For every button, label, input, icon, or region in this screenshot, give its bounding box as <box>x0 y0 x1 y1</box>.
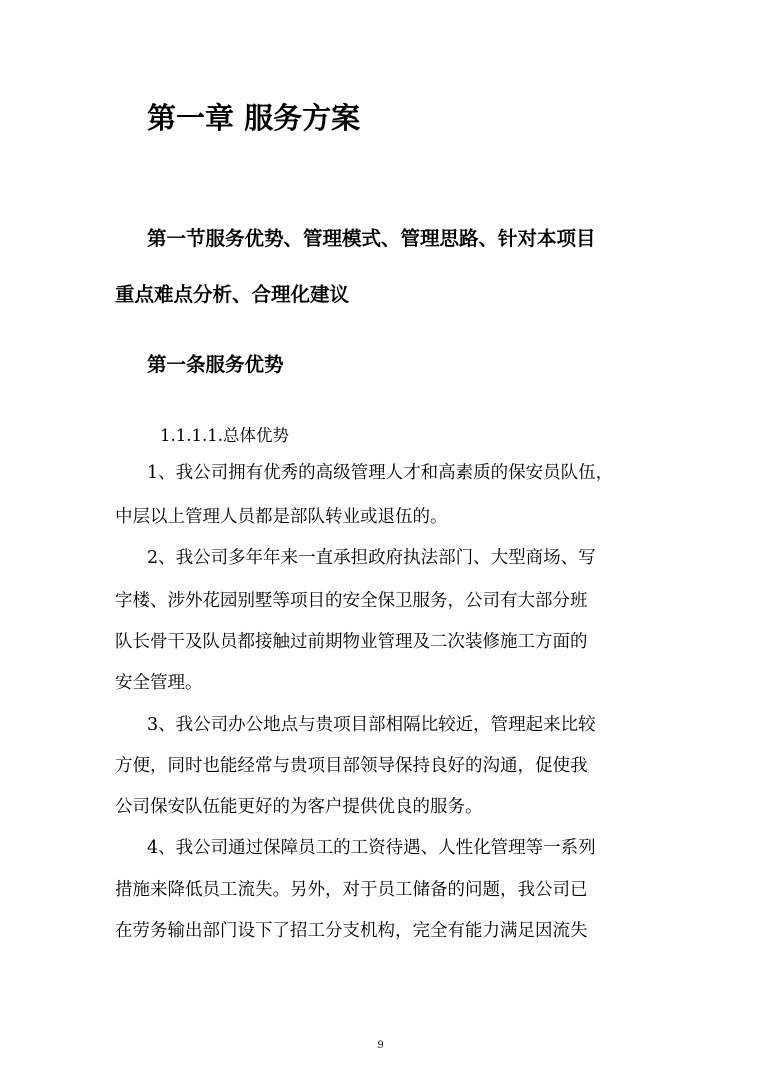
paragraph-3-line-3: 公司保安队伍能更好的为客户提供优良的服务。 <box>115 797 483 817</box>
paragraph-1-line-2: 中层以上管理人员都是部队转业或退伍的。 <box>115 507 448 527</box>
paragraph-2-line-4: 安全管理。 <box>115 673 203 693</box>
paragraph-2-line-3: 队长骨干及队员都接触过前期物业管理及二次装修施工方面的 <box>115 632 588 652</box>
paragraph-2-line-1: 2、我公司多年年来一直承担政府执法部门、大型商场、写 <box>147 548 596 568</box>
paragraph-4-line-1: 4、我公司通过保障员工的工资待遇、人性化管理等一系列 <box>147 838 596 858</box>
page-number: 9 <box>377 1040 384 1051</box>
paragraph-3-line-1: 3、我公司办公地点与贵项目部相隔比较近，管理起来比较 <box>147 715 596 735</box>
subsection-title: 1.1.1.1.总体优势 <box>160 426 289 445</box>
chapter-title: 第一章 服务方案 <box>147 101 361 135</box>
paragraph-4-line-3: 在劳务输出部门设下了招工分支机构，完全有能力满足因流失 <box>115 921 588 941</box>
paragraph-1-line-1: 1、我公司拥有优秀的高级管理人才和高素质的保安员队伍， <box>147 463 614 483</box>
section-title-line-1: 第一节服务优势、管理模式、管理思路、针对本项目 <box>147 227 596 250</box>
paragraph-2-line-2: 字楼、涉外花园别墅等项目的安全保卫服务，公司有大部分班 <box>115 591 588 611</box>
section-title-line-2: 重点难点分析、合理化建议 <box>115 283 350 306</box>
paragraph-4-line-2: 措施来降低员工流失。另外，对于员工储备的问题，我公司已 <box>115 880 588 900</box>
paragraph-3-line-2: 方便，同时也能经常与贵项目部领导保持良好的沟通，促使我 <box>115 756 588 776</box>
article-title: 第一条服务优势 <box>147 353 284 376</box>
